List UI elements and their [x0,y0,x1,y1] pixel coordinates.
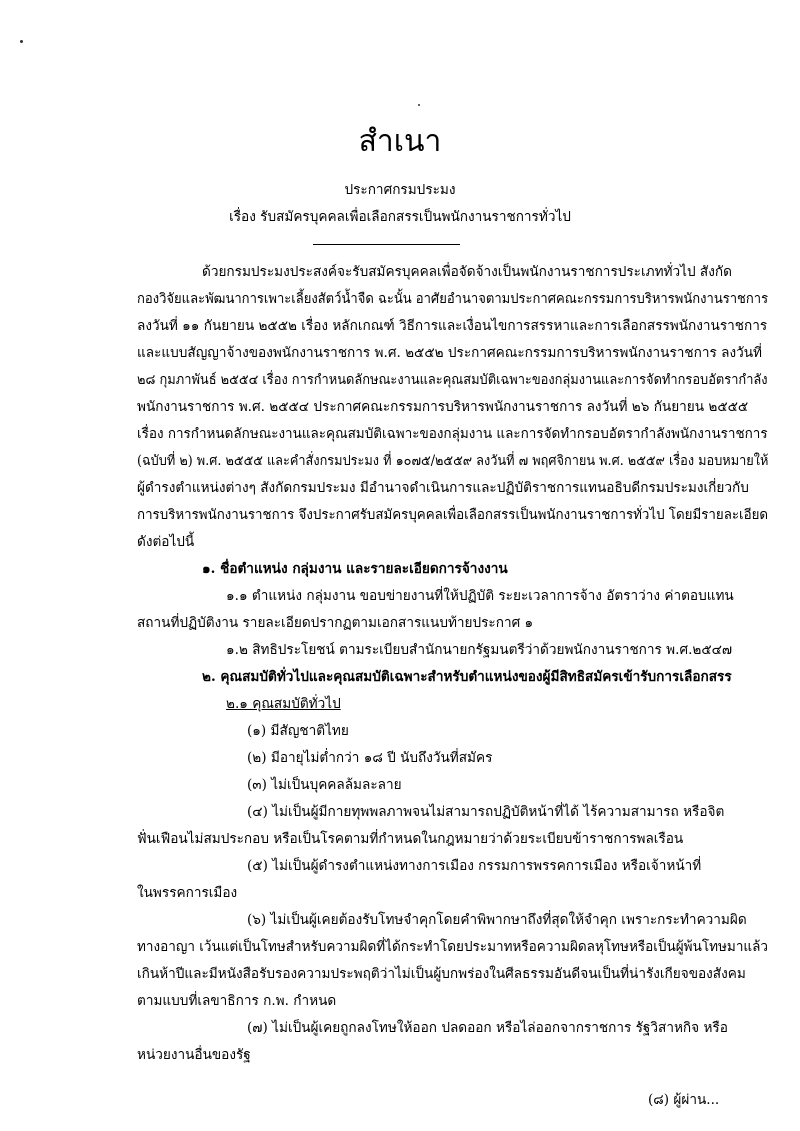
intro-line: การบริหารพนักงานราชการ จึงประกาศรับสมัครบุคคลเพื่อเลือกสรรเป็นพนักงานราชการทั่วไป โดยมีรายละเอียด [137,507,769,523]
intro-line: พนักงานราชการ พ.ศ. ๒๕๕๔ ประกาศคณะกรรมการบริหารพนักงานราชการ ลงวันที่ ๒๖ กันยายน ๒๕๕๕ [137,399,749,415]
qualification-item: (๒) มีอายุไม่ต่ำกว่า ๑๘ ปี นับถึงวันที่สมัคร [247,750,493,766]
qualification-item-cont: ในพรรคการเมือง [137,885,238,901]
title-divider [313,244,460,245]
scan-speck [418,104,420,106]
intro-line: กองวิจัยและพัฒนาการเพาะเลี้ยงสัตว์น้ำจืด ฉะนั้น อาศัยอำนาจตามประกาศคณะกรรมการบริหารพนักงานราชการ [137,291,769,307]
qualification-item: (๕) ไม่เป็นผู้ดำรงตำแหน่งทางการเมือง กรรมการพรรคการเมือง หรือเจ้าหน้าที่ [247,858,702,874]
section1-item-1-2: ๑.๒ สิทธิประโยชน์ ตามระเบียบสำนักนายกรัฐมนตรีว่าด้วยพนักงานราชการ พ.ศ.๒๕๔๗ [226,642,733,658]
qualification-item-cont: หน่วยงานอื่นของรัฐ [137,1047,251,1063]
intro-line: ผู้ดำรงตำแหน่งต่างๆ สังกัดกรมประมง มีอำนาจดำเนินการและปฏิบัติราชการแทนอธิบดีกรมประมงเกี่ยวกับ [137,480,749,496]
intro-line: เรื่อง การกำหนดลักษณะงานและคุณสมบัติเฉพาะของกลุ่มงาน และการจัดทำกรอบอัตรากำลังพนักงานราชการ [137,426,768,442]
qualification-item: (๑) มีสัญชาติไทย [247,723,349,739]
section1-item-1-1-cont: สถานที่ปฏิบัติงาน รายละเอียดปรากฏตามเอกสารแนบท้ายประกาศ ๑ [137,615,534,631]
intro-line: ด้วยกรมประมงประสงค์จะรับสมัครบุคคลเพื่อจัดจ้างเป็นพนักงานราชการประเภททั่วไป สังกัด [202,264,732,280]
scan-speck [20,40,23,43]
qualification-item-cont: เกินห้าปีและมีหนังสือรับรองความประพฤติว่าไม่เป็นผู้บกพร่องในศีลธรรมอันดีจนเป็นที่น่ารังเกียจของสังคม [137,966,746,982]
qualification-item-cont: ฟั่นเฟือนไม่สมประกอบ หรือเป็นโรคตามที่กำหนดในกฎหมายว่าด้วยระเบียบข้าราชการพลเรือน [137,831,684,847]
qualification-item: (๔) ไม่เป็นผู้มีกายทุพพลภาพจนไม่สามารถปฏิบัติหน้าที่ได้ ไร้ความสามารถ หรือจิต [247,804,725,820]
intro-line: และแบบสัญญาจ้างของพนักงานราชการ พ.ศ. ๒๕๕๒ ประกาศคณะกรรมการบริหารพนักงานราชการ ลงวันที่ [137,345,762,361]
intro-line: ๒๘ กุมภาพันธ์ ๒๕๕๔ เรื่อง การกำหนดลักษณะงานและคุณสมบัติเฉพาะของกลุ่มงานและการจัดทำกรอบอัตรากำลัง [137,372,768,388]
qualification-item: (๖) ไม่เป็นผู้เคยต้องรับโทษจำคุกโดยคำพิพากษาถึงที่สุดให้จำคุก เพราะกระทำความผิด [247,912,747,928]
section1-heading: ๑. ชื่อตำแหน่ง กลุ่มงาน และรายละเอียดการจ้างงาน [202,561,508,577]
qualification-item: (๗) ไม่เป็นผู้เคยถูกลงโทษให้ออก ปลดออก หรือไล่ออกจากราชการ รัฐวิสาหกิจ หรือ [247,1020,728,1036]
section1-item-1-1: ๑.๑ ตำแหน่ง กลุ่มงาน ขอบข่ายงานที่ให้ปฏิบัติ ระยะเวลาการจ้าง อัตราว่าง ค่าตอบแทน [226,588,734,604]
section2-sub-heading: ๒.๑ คุณสมบัติทั่วไป [226,696,341,712]
section2-heading: ๒. คุณสมบัติทั่วไปและคุณสมบัติเฉพาะสำหรับตำแหน่งของผู้มีสิทธิสมัครเข้ารับการเลือกสรร [202,669,732,685]
qualification-item-cont: ตามแบบที่เลขาธิการ ก.พ. กำหนด [137,993,337,1009]
document-title: สำเนา [358,124,442,159]
intro-line: ดังต่อไปนี้ [137,534,195,550]
qualification-item: (๓) ไม่เป็นบุคคลล้มละลาย [247,777,402,793]
qualification-item-cont: ทางอาญา เว้นแต่เป็นโทษสำหรับความผิดที่ได้กระทำโดยประมาทหรือความผิดลหุโทษหรือเป็นผู้พ้นโทษมาแล้ว [137,939,769,955]
intro-line: (ฉบับที่ ๒) พ.ศ. ๒๕๕๕ และคำสั่งกรมประมง ที่ ๑๐๗๕/๒๕๕๙ ลงวันที่ ๗ พฤศจิกายน พ.ศ. ๒๕๕๙ เรื่อง มอบหมายให้ [137,453,769,469]
document-subject: เรื่อง รับสมัครบุคคลเพื่อเลือกสรรเป็นพนักงานราชการทั่วไป [229,209,571,225]
page-continuation: (๘) ผู้ผ่าน... [648,1092,720,1108]
document-subtitle: ประกาศกรมประมง [344,182,456,198]
intro-line: ลงวันที่ ๑๑ กันยายน ๒๕๕๒ เรื่อง หลักเกณฑ์ วิธีการและเงื่อนไขการสรรหาและการเลือกสรรพนักงานราชการ [137,318,768,334]
